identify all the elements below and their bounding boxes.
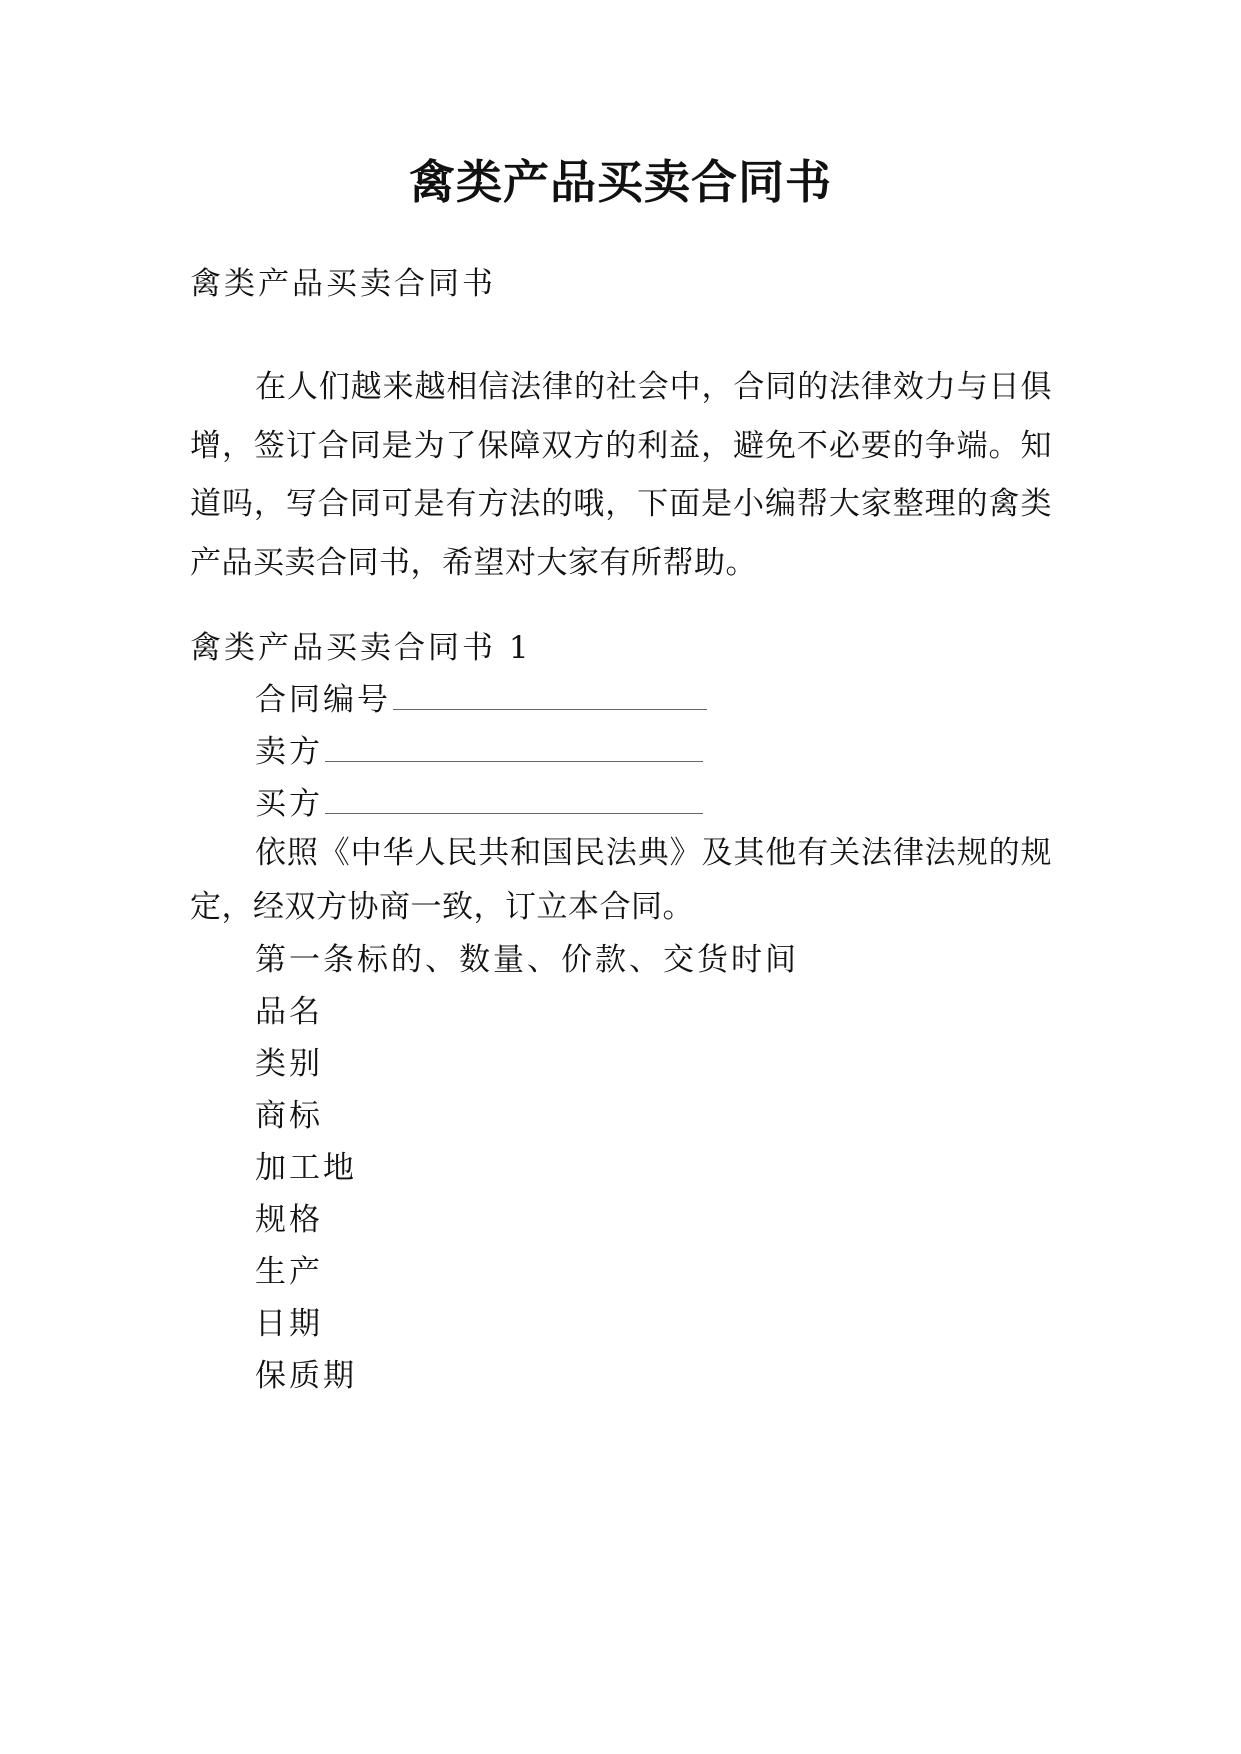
- buyer-blank: [325, 787, 703, 814]
- item-shelf-life: 保质期: [255, 1358, 357, 1394]
- document-subtitle: 禽类产品买卖合同书: [190, 266, 496, 302]
- item-trademark: 商标: [255, 1098, 323, 1134]
- buyer-field: [255, 784, 703, 824]
- buyer-label: 买方: [255, 786, 323, 822]
- contract-number-blank: [393, 683, 707, 710]
- seller-field: [255, 732, 703, 772]
- article-one-heading: 第一条标的、数量、价款、交货时间: [255, 942, 799, 978]
- seller-blank: [325, 735, 703, 762]
- item-category: 类别: [255, 1046, 323, 1082]
- item-product-name: 品名: [255, 994, 323, 1030]
- item-processing-location: 加工地: [255, 1150, 357, 1186]
- intro-paragraph: 在人们越来越相信法律的社会中，合同的法律效力与日俱增，签订合同是为了保障双方的利益，避免不必要的争端。知道吗，写合同可是有方法的哦，下面是小编帮大家整理的禽类产品买卖合同书，希望对大家有所帮助。: [190, 369, 1052, 581]
- seller-label: 卖方: [255, 734, 323, 770]
- contract-number-label: 合同编号: [255, 682, 391, 718]
- document-title: 禽类产品买卖合同书: [409, 155, 832, 209]
- item-production: 生产: [255, 1254, 323, 1290]
- section-heading: 禽类产品买卖合同书 1: [190, 630, 532, 666]
- item-date: 日期: [255, 1306, 323, 1342]
- item-specification: 规格: [255, 1202, 323, 1238]
- contract-number-field: [255, 680, 707, 720]
- basis-paragraph: 依照《中华人民共和国民法典》及其他有关法律法规的规定，经双方协商一致，订立本合同。: [190, 835, 1052, 925]
